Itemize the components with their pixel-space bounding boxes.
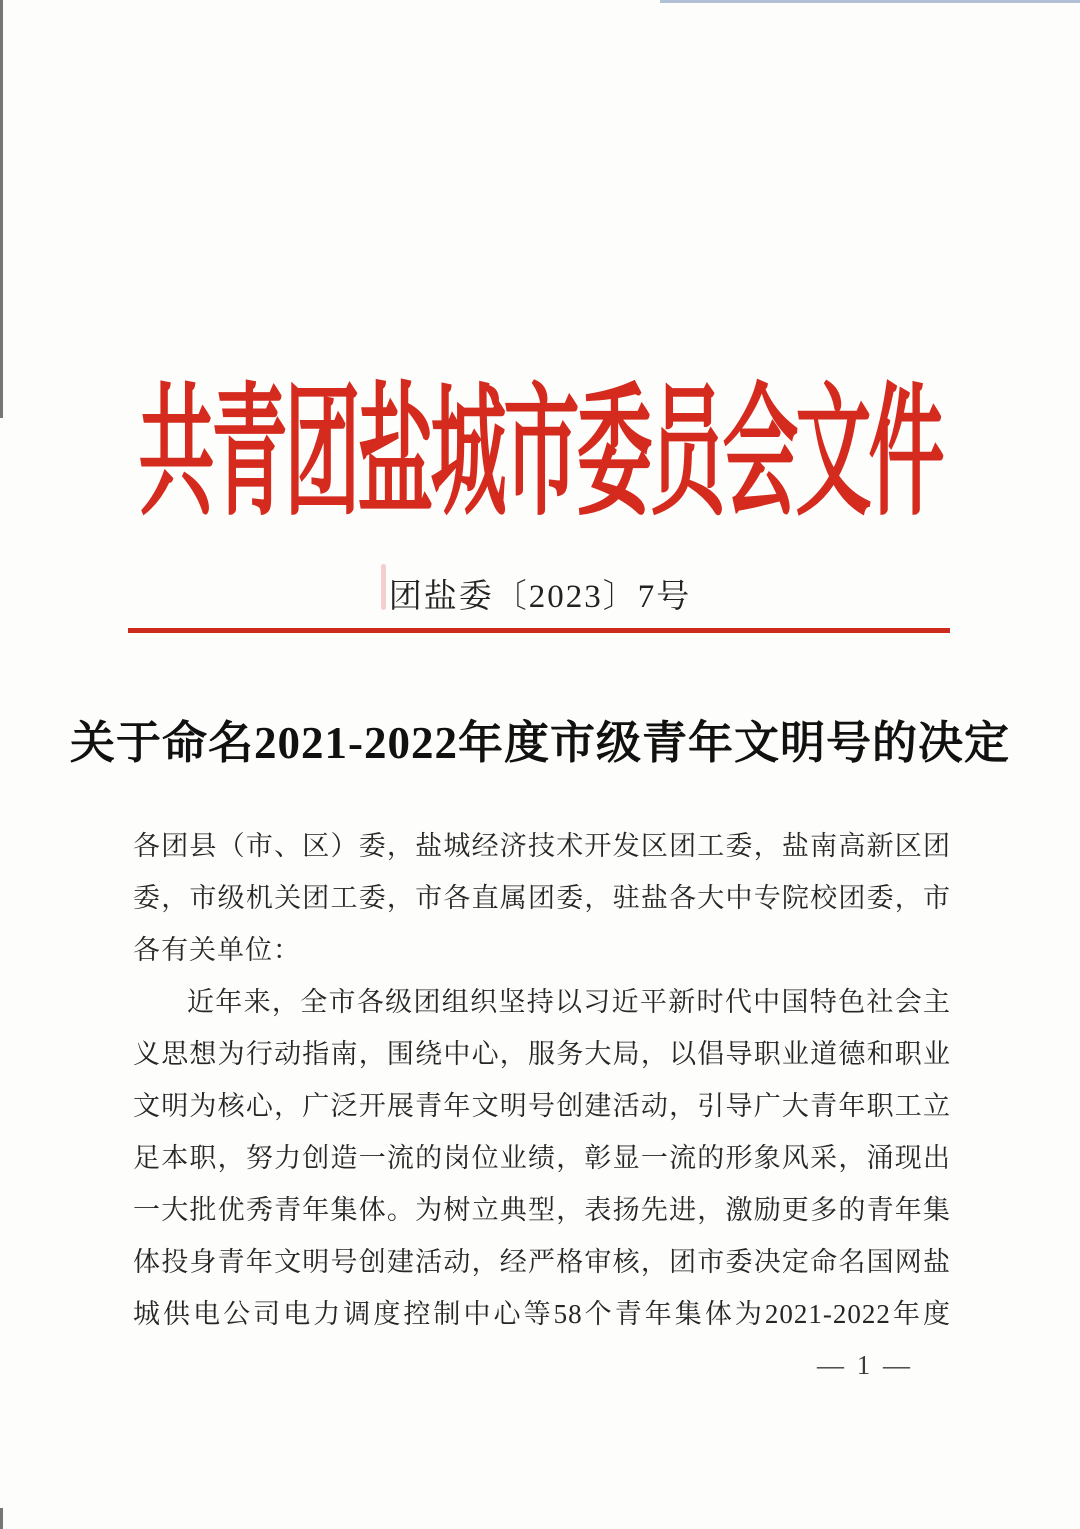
body-line: 体投身青年文明号创建活动，经严格审核，团市委决定命名国网盐 — [133, 1247, 951, 1277]
document-header-title: 共青团盐城市委员会文件 — [138, 375, 942, 534]
body-line: 一大批优秀青年集体。为树立典型，表扬先进，激励更多的青年集 — [133, 1195, 951, 1225]
body-line: 委，市级机关团工委，市各直属团委，驻盐各大中专院校团委，市 — [133, 883, 951, 913]
red-separator-line — [128, 628, 950, 633]
scan-edge-artifact-left-bottom — [0, 1508, 3, 1529]
scan-edge-artifact-top — [660, 0, 1080, 3]
body-line: 各有关单位： — [133, 935, 301, 965]
page-number: — 1 — — [817, 1350, 913, 1380]
body-line: 足本职，努力创造一流的岗位业绩，彰显一流的形象风采，涌现出 — [133, 1143, 951, 1173]
body-line: 义思想为行动指南，围绕中心，服务大局，以倡导职业道德和职业 — [133, 1039, 951, 1069]
document-number: 团盐委〔2023〕7号 — [388, 579, 692, 615]
body-line: 近年来，全市各级团组织坚持以习近平新时代中国特色社会主 — [187, 987, 951, 1017]
body-line: 城供电公司电力调度控制中心等58个青年集体为2021-2022年度 — [133, 1299, 951, 1329]
body-line: 各团县（市、区）委，盐城经济技术开发区团工委，盐南高新区团 — [133, 831, 951, 861]
body-line: 文明为核心，广泛开展青年文明号创建活动，引导广大青年职工立 — [133, 1091, 951, 1121]
document-title: 关于命名2021-2022年度市级青年文明号的决定 — [70, 718, 1010, 768]
document-body — [133, 820, 951, 1340]
